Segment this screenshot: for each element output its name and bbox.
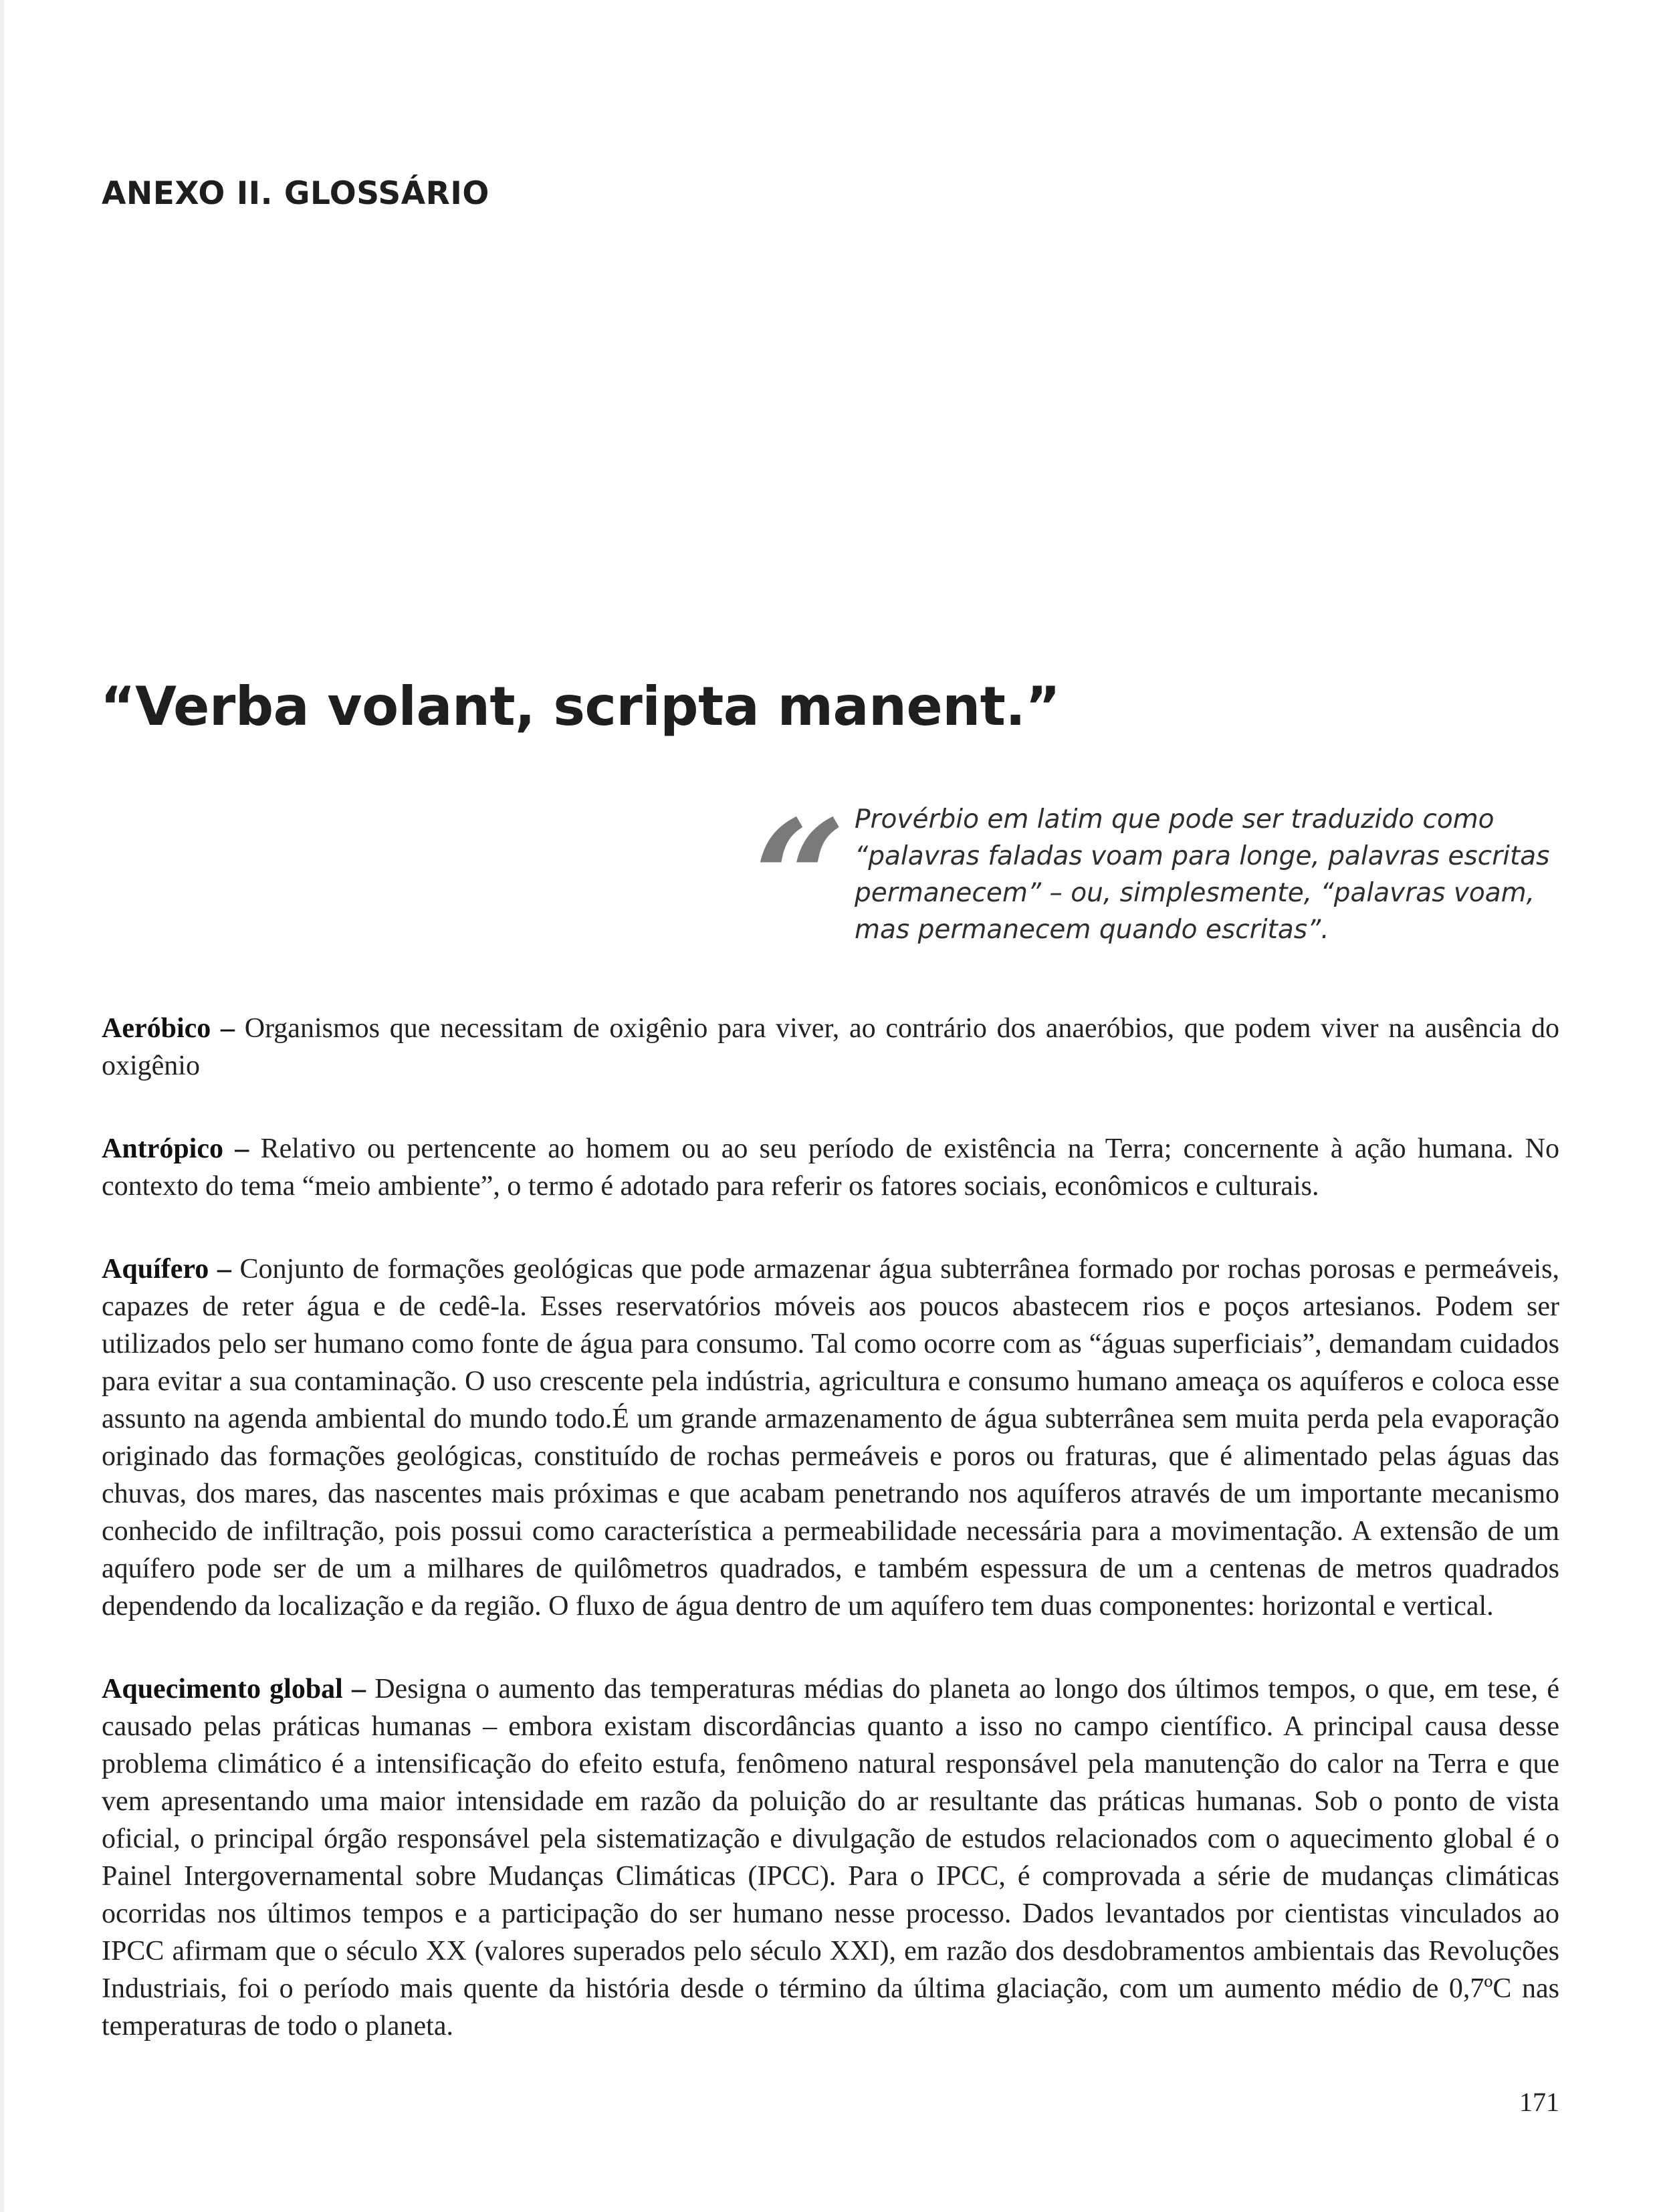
glossary-entry-aerobico [102,1010,1559,1085]
glossary-entry-antropico [102,1130,1559,1205]
glossary-term: Antrópico – [102,1133,249,1164]
glossary-entry-aquifero [102,1250,1559,1625]
page-edge [0,0,4,2212]
quote-mark-icon: “ [754,799,847,906]
epigraph-quote: “Verba volant, scripta manent.” [100,675,1061,738]
glossary-term: Aeróbico – [102,1013,235,1044]
page-number: 171 [1519,2087,1559,2117]
glossary-definition: Relativo ou pertencente ao homem ou ao seu período de existência na Terra; concernente à ação humana. No contexto do tema “meio ambiente”, o termo é adotado para referir os fatores sociais, econômicos e culturais. [102,1133,1560,1202]
section-title: ANEXO II. GLOSSÁRIO [102,175,489,212]
glossary-list [102,1010,1559,2045]
glossary-term: Aquífero – [102,1254,231,1285]
glossary-definition: Designa o aumento das temperaturas médias do planeta ao longo dos últimos tempos, o que, em tese, é causado pelas práticas humanas – embora existam discordâncias quanto a isso no campo científico. A principal causa desse problema climático é a intensificação do efeito estufa, fenômeno natural responsável pela manutenção do calor na Terra e que vem apresentando uma maior intensidade em razão da poluição do ar resultante das práticas humanas. Sob o ponto de vista oficial, o principal órgão responsável pela sistematização e divulgação de estudos relacionados com o aquecimento global é o Painel Intergovernamental sobre Mudanças Climáticas (IPCC). Para o IPCC, é comprovada a série de mudanças climáticas ocorridas nos últimos tempos e a participação do ser humano nesse processo. Dados levantados por cientistas vinculados ao IPCC afirmam que o século XX (valores superados pelo século XXI), em razão dos desdobramentos ambientais das Revoluções Industriais, foi o período mais quente da história desde o término da última glaciação, com um aumento médio de 0,7ºC nas temperaturas de todo o planeta. [102,1674,1560,2041]
glossary-term: Aquecimento global – [102,1674,366,1704]
glossary-entry-aquecimento-global [102,1670,1559,2045]
epigraph-explanation: Provérbio em latim que pode ser traduzido como “palavras faladas voam para longe, palavras escritas permanecem” – ou, simplesmente, “palavras voam, mas permanecem quando escritas”. [855,804,1550,945]
glossary-definition: Conjunto de formações geológicas que pode armazenar água subterrânea formado por rochas porosas e permeáveis, capazes de reter água e de cedê-la. Esses reservatórios móveis aos poucos abastecem rios e poços artesianos. Podem ser utilizados pelo ser humano como fonte de água para consumo. Tal como ocorre com as “águas superficiais”, demandam cuidados para evitar a sua contaminação. O uso crescente pela indústria, agricultura e consumo humano ameaça os aquíferos e coloca esse assunto na agenda ambiental do mundo todo.É um grande armazenamento de água subterrânea sem muita perda pela evaporação originado das formações geológicas, constituído de rochas permeáveis e poros ou fraturas, que é alimentado pelas águas das chuvas, dos mares, das nascentes mais próximas e que acabam penetrando nos aquíferos através de um importante mecanismo conhecido de infiltração, pois possui como característica a permeabilidade necessária para a movimentação. A extensão de um aquífero pode ser de um a milhares de quilômetros quadrados, e também espessura de um a centenas de metros quadrados dependendo da localização e da região. O fluxo de água dentro de um aquífero tem duas componentes: horizontal e vertical. [102,1254,1560,1622]
glossary-definition: Organismos que necessitam de oxigênio para viver, ao contrário dos anaeróbios, que podem viver na ausência do oxigênio [102,1013,1559,1081]
